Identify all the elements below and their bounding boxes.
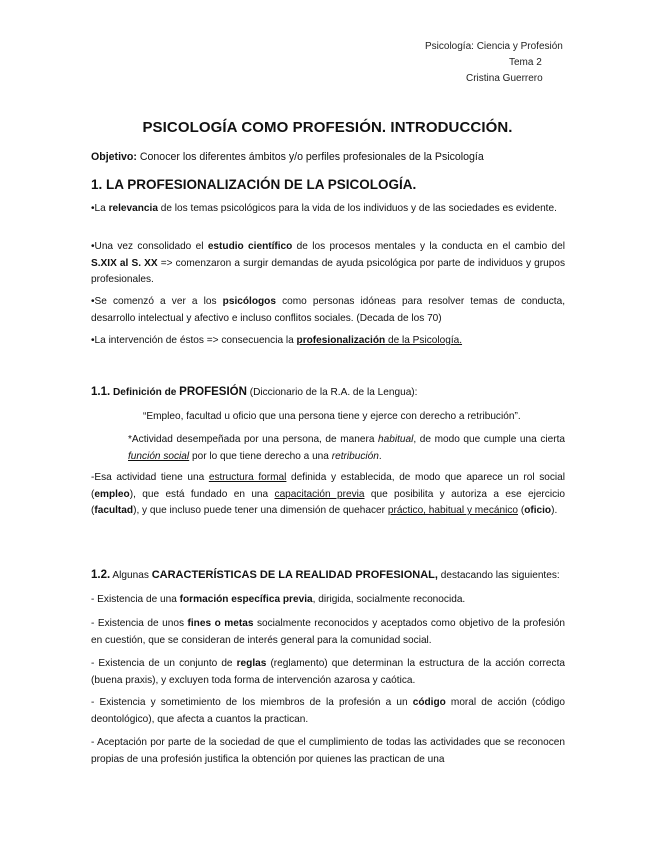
emphasis: capacitación previa bbox=[274, 488, 365, 500]
text: - Existencia de un conjunto de bbox=[91, 658, 237, 669]
emphasis: función social bbox=[128, 450, 190, 462]
emphasis: estudio científico bbox=[207, 241, 293, 252]
emphasis: estructura formal bbox=[208, 472, 287, 483]
bullet-professionalization bbox=[91, 333, 565, 350]
objective-label: Objetivo: bbox=[91, 151, 137, 163]
bullet-scientific-study bbox=[91, 239, 565, 289]
text: •Una vez consolidado el bbox=[91, 241, 208, 252]
text: (Diccionario de la R.A. de la Lengua): bbox=[246, 387, 418, 398]
emphasis: práctico, habitual y mecánico bbox=[387, 505, 519, 516]
section-1-2-heading bbox=[91, 567, 565, 585]
text: como personas idóneas para resolver temas de conducta, desarrollo intelectual y afectivo e incluso conflitos sociales. (Decada de los 70) bbox=[91, 296, 565, 324]
section-1-heading: 1. LA PROFESIONALIZACIÓN DE LA PSICOLOGÍA. bbox=[91, 177, 417, 192]
text: (reglamento) que determinan la estructura de la acción correcta (buena praxis), y excluyen toda forma de intervención azarosa y caótica. bbox=[91, 658, 565, 686]
text: - Existencia y sometimiento de los miembros de la profesión a un bbox=[91, 697, 413, 708]
text: *Actividad desempeñada por una persona, de manera bbox=[128, 434, 379, 445]
text: , dirigida, socialmente reconocida. bbox=[312, 594, 466, 605]
list-item-training bbox=[91, 592, 565, 609]
text: moral de acción (código deontológico), que afecta a cuantos la practican. bbox=[91, 697, 566, 725]
text: definida y establecida, de modo que aparece un rol social ( bbox=[91, 472, 565, 500]
emphasis: formación específica previa bbox=[179, 594, 313, 605]
emphasis: fines o metas bbox=[187, 618, 254, 629]
emphasis: retribución bbox=[331, 450, 379, 462]
text: - Existencia de una bbox=[91, 594, 180, 605]
list-item-acceptance: - Aceptación por parte de la sociedad de que el cumplimiento de todas las actividades que se reconocen propias de una profesión justifica la obtención por quienes las practican de una bbox=[91, 737, 565, 765]
text: -Esa actividad tiene una bbox=[91, 472, 209, 483]
text: ), que está fundado en una bbox=[129, 488, 275, 500]
emphasis: habitual bbox=[378, 434, 414, 445]
emphasis: S.XIX al S. XX bbox=[91, 257, 158, 269]
text: => comenzaron a surgir demandas de ayuda psicológica por parte de individuos y grupos profesionales. bbox=[91, 257, 565, 285]
text: ( bbox=[518, 505, 525, 516]
bullet-relevance bbox=[91, 201, 565, 218]
emphasis: psicólogos bbox=[222, 296, 276, 307]
emphasis: empleo bbox=[94, 488, 130, 500]
objective-text: Conocer los diferentes ámbitos y/o perfiles profesionales de la Psicología bbox=[136, 151, 484, 163]
text: - Existencia de unos bbox=[91, 618, 188, 629]
list-item-goals bbox=[91, 616, 565, 649]
text: •La intervención de éstos => consecuencia la bbox=[91, 335, 297, 346]
text: Definición de bbox=[110, 387, 180, 398]
text: de los temas psicológicos para la vida de los individuos y de las sociedades es evidente. bbox=[157, 203, 557, 214]
term: PROFESIÓN bbox=[179, 386, 247, 398]
emphasis: facultad bbox=[94, 505, 134, 516]
text: que posibilita y autoriza a ese ejercicio ( bbox=[91, 488, 565, 516]
page-title: PSICOLOGÍA COMO PROFESIÓN. INTRODUCCIÓN. bbox=[142, 119, 513, 136]
section-number: 1.2. bbox=[91, 569, 111, 581]
emphasis: relevancia bbox=[108, 203, 158, 214]
text: , de modo que cumple una cierta bbox=[413, 434, 566, 445]
header-course: Psicología: Ciencia y Profesión bbox=[425, 41, 563, 52]
objective bbox=[91, 149, 565, 166]
text: de la Psicología. bbox=[385, 335, 463, 346]
text: de los procesos mentales y la conducta en el cambio del bbox=[292, 241, 565, 252]
text: •La bbox=[91, 203, 109, 214]
emphasis: oficio bbox=[524, 505, 552, 516]
term: CARACTERÍSTICAS DE LA REALIDAD PROFESIONAL, bbox=[151, 569, 438, 581]
text: ). bbox=[551, 505, 558, 516]
text: por lo que tiene derecho a una bbox=[189, 450, 332, 462]
section-1-1-heading bbox=[91, 384, 565, 402]
header-author: Cristina Guerrero bbox=[466, 73, 543, 84]
list-item-code bbox=[91, 695, 565, 728]
definition-explanation bbox=[91, 470, 565, 520]
list-item-rules bbox=[91, 656, 565, 689]
header-topic: Tema 2 bbox=[509, 57, 542, 68]
emphasis: código bbox=[412, 697, 446, 708]
text: ), y que incluso puede tener una dimensión de quehacer bbox=[133, 505, 388, 516]
emphasis: reglas bbox=[236, 658, 267, 669]
text: socialmente reconocidos y aceptados como objetivo de la profesión en cuestión, que se consideran de interés general para la comunidad social. bbox=[91, 618, 565, 646]
bullet-psychologists bbox=[91, 294, 565, 327]
definition-quote: “Empleo, facultad u oficio que una persona tiene y ejerce con derecho a retribución”. bbox=[143, 411, 521, 422]
text: . bbox=[378, 450, 382, 462]
definition-note bbox=[128, 432, 565, 465]
section-number: 1.1. bbox=[91, 386, 111, 398]
emphasis: profesionalización bbox=[296, 335, 386, 346]
text: destacando las siguientes: bbox=[437, 570, 560, 581]
text: Algunas bbox=[110, 570, 152, 581]
text: •Se comenzó a ver a los bbox=[91, 296, 223, 307]
